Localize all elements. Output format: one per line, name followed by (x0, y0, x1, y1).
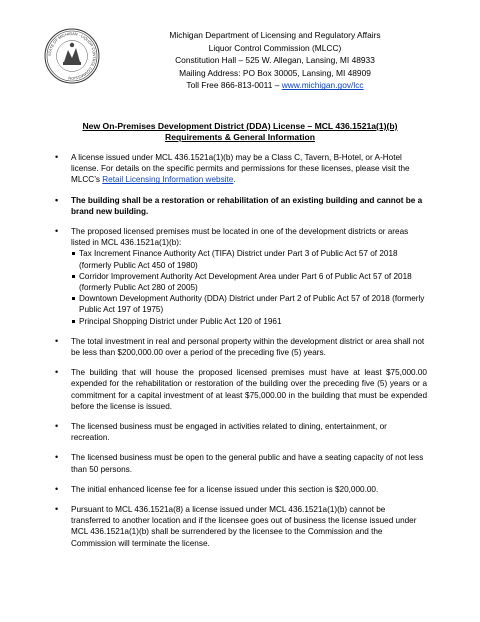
phone-number: Toll Free 866-813-0011 – (186, 80, 282, 91)
document-title (40, 121, 440, 143)
list-item-end: . (233, 175, 236, 185)
svg-text:STATE OF MICHIGAN · LIQUOR CON (48, 32, 96, 80)
street-address: Constitution Hall – 525 W. Allegan, Lansing, MI 48933 (175, 55, 375, 66)
list-item (55, 152, 427, 186)
requirements-list (55, 152, 427, 558)
list-item: • Pursuant to MCL 436.1521a(8) a license issued under MCL 436.1521a(1)(b) cannot be transferred to another location and if the licensee goes out of business the license issued under MCL 436.1521a(1)(b) shall be surrendered by the licensee to the Commission and the Commission will terminate the license. (55, 504, 427, 549)
list-item: • The licensed business must be engaged in activities related to dining, entertainment, or recreation. (55, 421, 427, 443)
districts-list (71, 248, 427, 326)
seal-text: STATE OF MICHIGAN · LIQUOR CONTROL COMMISSION (47, 31, 97, 81)
district-item: Principal Shopping District under Public Act 120 of 1961 (71, 316, 427, 327)
district-item: Downtown Development Authority (DDA) District under Part 2 of Public Act 57 of 2018 (formerly Public Act 197 of 1975) (71, 293, 427, 315)
districts-intro: • The proposed licensed premises must be located in one of the development districts or areas listed in MCL 436.1521a(1)(b): (71, 227, 409, 248)
list-item (55, 226, 427, 327)
district-item: Corridor Improvement Authority Act Development Area under Part 6 of Public Act 57 of 2018 (formerly Public Act 280 of 2005) (71, 271, 427, 293)
district-item: Tax Increment Finance Authority Act (TIFA) District under Part 3 of Public Act 57 of 2018 (formerly Public Act 450 of 1980) (71, 248, 427, 270)
mailing-address: Mailing Address: PO Box 30005, Lansing, MI 48909 (179, 67, 371, 78)
list-item: • The total investment in real and personal property within the development district or area shall not be less than $200,000.00 over a period of the preceding five (5) years. (55, 336, 427, 358)
contact-line (110, 79, 440, 92)
title-line-2: Requirements & General Information (165, 132, 315, 143)
commission-name: Liquor Control Commission (MLCC) (208, 42, 342, 53)
agency-name: Michigan Department of Licensing and Regulatory Affairs (169, 30, 381, 40)
list-item: • The building that will house the proposed licensed premises must have at least $75,000.00 expended for the rehabilitation or restoration of the building over the preceding five (5) years or a commitment for a capital investment of at least $75,000.00 in the building that must be expended before the license is issued. (55, 367, 427, 412)
retail-licensing-link[interactable]: Retail Licensing Information website (102, 175, 234, 185)
license-classes-text: A license issued under MCL 436.1521a(1)(b) may be a Class C, Tavern, B-Hotel, or A-Hotel license. For details on the specific permits and permissions for these licenses, please visit the MLCC’s (71, 153, 410, 185)
list-item: • The initial enhanced license fee for a license issued under this section is $20,000.00. (55, 484, 427, 495)
letterhead (110, 29, 440, 92)
website-link[interactable]: www.michigan.gov/lcc (281, 80, 364, 91)
state-seal-logo (44, 28, 100, 84)
list-item: • The licensed business must be open to the general public and have a seating capacity of not less than 50 persons. (55, 452, 427, 474)
list-item: • The building shall be a restoration or rehabilitation of an existing building and cannot be a brand new building. (55, 195, 427, 217)
title-line-1: New On-Premises Development District (DDA) License – MCL 436.1521a(1)(b) (82, 121, 398, 131)
